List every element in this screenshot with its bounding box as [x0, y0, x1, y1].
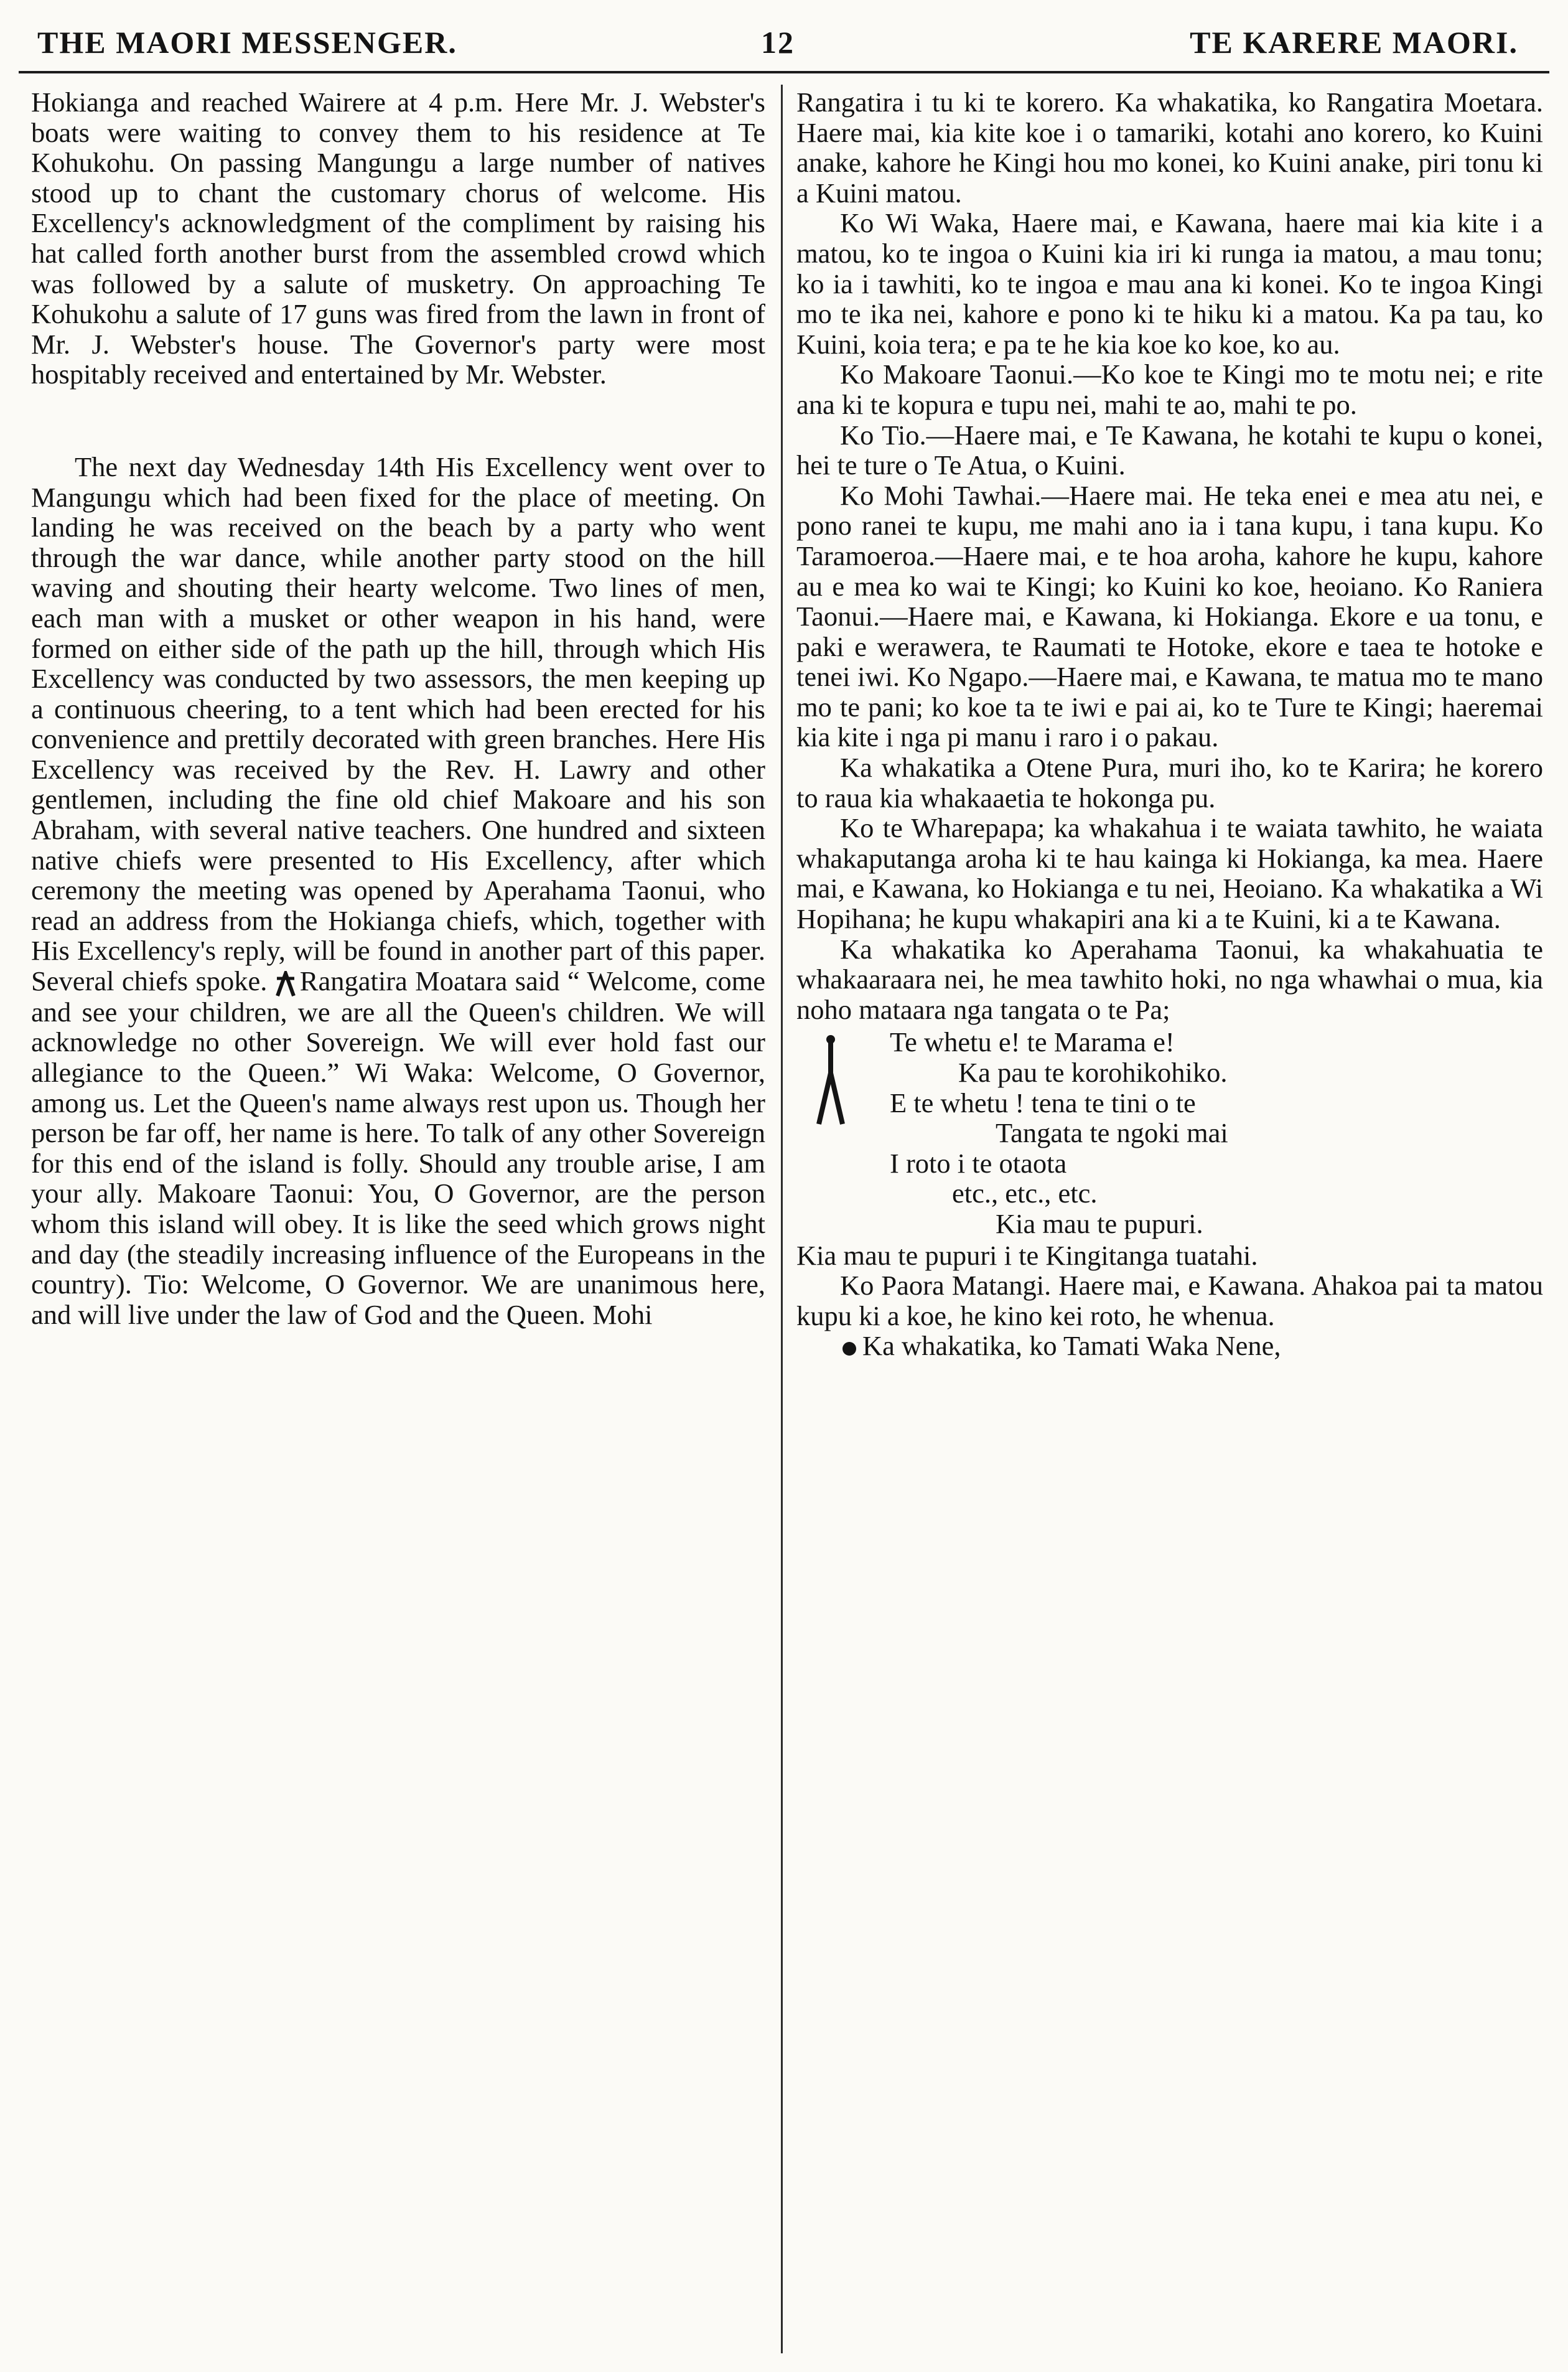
- maori-column: [796, 87, 1543, 2347]
- paragraph-otene-pura: Ka whakatika a Otene Pura, muri iho, ko te Karira; he korero to raua kia whakaaetia te hokonga pu.: [796, 752, 1543, 813]
- page-number: 12: [761, 25, 795, 60]
- paragraph-gap: [31, 390, 765, 452]
- paragraph-arrival: Hokianga and reached Wairere at 4 p.m. Here Mr. J. Webster's boats were waiting to convey them to his residence at Te Kohukohu. On passing Mangungu a large number of natives stood up to chant the customary chorus of welcome. His Excellency's acknowledgment of the compliment by raising his hat called forth another burst from the assembled crowd which was followed by a salute of musketry. On approaching Te Kohukohu a salute of 17 guns was fired from the lawn in front of Mr. J. Webster's house. The Governor's party were most hospitably received and entertained by Mr. Webster.: [31, 87, 765, 390]
- verse-line: Te whetu e! te Marama e!: [890, 1026, 1175, 1058]
- header-title-english: THE MAORI MESSENGER.: [37, 25, 457, 60]
- meeting-text: The next day Wednesday 14th His Excellency went over to Mangungu which had been fixed for the place of meeting. On landing he was received on the beach by a party who went through the war dance, while another party stood on the hill waving and shouting their hearty welcome. Two lines of men, each man with a musket or other weapon in his hand, were formed on either side of the path up the hill, through which His Excellency was conducted by two assessors, the men keeping up a continuous cheering, to a tent which had been erected for his convenience and prettily decorated with green branches. Here His Excellency was received by the Rev. H. Lawry and other gentlemen, including the fine old chief Makoare and his son Abraham, with several native teachers. One hundred and sixteen native chiefs were presented to His Excellency, after which ceremony the meeting was opened by Aperahama Taonui, who read an address from the Hokianga chiefs, which, together with His Excellency's reply, will be found in another part of this paper. Several chiefs spoke.: [31, 451, 765, 997]
- paragraph-makoare: Ko Makoare Taonui.—Ko koe te Kingi mo te motu nei; e rite ana ki te kopura e tupu nei, mahi te ao, mahi te po.: [796, 359, 1543, 420]
- tamati-waka-text: Ka whakatika, ko Tamati Waka Nene,: [862, 1330, 1281, 1362]
- verse-line: I roto i te otaota: [890, 1147, 1067, 1179]
- manicule-mark-icon: [840, 1339, 859, 1358]
- column-divider: [781, 85, 783, 2353]
- manicule-mark-icon: [275, 971, 296, 997]
- english-column: [31, 87, 765, 2347]
- paragraph-wi-waka: Ko Wi Waka, Haere mai, e Kawana, haere mai kia kite i a matou, ko te ingoa o Kuini kia iri ki runga ia matou, a mau tonu; ko ia i tawhiti, ko te ingoa e mau ana ki konei. Ko te ingoa Kingi mo te ika nei, kahore e pono ki te hiku ki a matou. Ka pa tau, ko Kuini, koia tera; e pa te he kia koe ko koe, ko au.: [796, 207, 1543, 360]
- paragraph-wharepapa: Ko te Wharepapa; ka whakahua i te waiata tawhito, he waiata whakaputanga aroha ki te hau kainga ki Hokianga, ka mea. Haere mai, e Kawana, ko Hokianga e tu nei, Heoiano. Ka whakatika a Wi Hopihana; he kupu whakapiri ana ki a te Kuini, ki a te Kawana.: [796, 812, 1543, 935]
- paragraph-tio: Ko Tio.—Haere mai, e Te Kawana, he kotahi te kupu o konei, hei te ture o Te Atua, o Kuini.: [796, 419, 1543, 481]
- verse-line: Ka pau te korohikohiko.: [958, 1057, 1228, 1088]
- manicule-mark-icon: [815, 1033, 846, 1127]
- verse-line: Kia mau te pupuri.: [996, 1207, 1203, 1239]
- speeches-text: Rangatira Moatara said “ Welcome, come and see your children, we are all the Queen's children. We will acknowledge no other Sovereign. We will ever hold fast our allegiance to the Queen.” Wi Waka: Welcome, O Governor, among us. Let the Queen's name always rest upon us. Though her person be far off, her name is here. To talk of any other Sovereign for this end of the island is folly. Should any trouble arise, I am your ally. Makoare Taonui: You, O Governor, are the person whom this island will obey. It is like the seed which grows night and day (the steadily increasing influence of the Europeans in the country). Tio: Welcome, O Governor. We are unanimous here, and will live under the law of God and the Queen. Mohi: [31, 965, 765, 1330]
- paragraph-paora: Ko Paora Matangi. Haere mai, e Kawana. Ahakoa pai ta matou kupu ki a koe, he kino kei roto, he whenua.: [796, 1270, 1543, 1331]
- verse-line: E te whetu ! tena te tini o te: [890, 1087, 1196, 1118]
- paragraph-tamati-waka: [796, 1331, 1543, 1361]
- paragraph-kingitanga: Kia mau te pupuri i te Kingitanga tuatahi.: [796, 1239, 1258, 1271]
- header-title-maori: TE KARERE MAORI.: [1190, 25, 1518, 60]
- paragraph-meeting: [31, 452, 765, 1329]
- page-header: [19, 14, 1549, 73]
- chant-verse: [796, 1027, 1543, 1239]
- verse-line: Tangata te ngoki mai: [996, 1117, 1228, 1149]
- verse-line: etc., etc., etc.: [952, 1178, 1098, 1209]
- paragraph-moetara: Rangatira i tu ki te korero. Ka whakatika, ko Rangatira Moetara. Haere mai, kia kite koe i o tamariki, kotahi ano korero, ko Kuini anake, kahore he Kingi hou mo konei, ko Kuini anake, piri tonu ki a Kuini matou.: [796, 87, 1543, 209]
- paragraph-aperahama: Ka whakatika ko Aperahama Taonui, ka whakahuatia te whakaaraara nei, he mea tawhito hoki, no nga whawhai o mua, kia noho mataara nga tangata o te Pa;: [796, 933, 1543, 1025]
- paragraph-mohi-tawhai: Ko Mohi Tawhai.—Haere mai. He teka enei e mea atu nei, e pono ranei te kupu, me mahi ano ia i tana kupu, i tana kupu. Ko Taramoeroa.—Haere mai, e te hoa aroha, kahore he kupu, kahore au e mea ko wai te Kingi; ko Kuini ko koe, heoiano. Ko Raniera Taonui.—Haere mai, e Kawana, ki Hokianga. Ekore e ua tonu, e paki e werawera, te Raumati te Hotoke, ekore e taea te hotoke e tenei iwi. Ko Ngapo.—Haere mai, e Kawana, te matua mo te mano mo te pani; ko koe ta te iwi e pai ai, ko te Ture te Kingi; haeremai kia kite i nga pi manu i raro i o pakau.: [796, 479, 1543, 753]
